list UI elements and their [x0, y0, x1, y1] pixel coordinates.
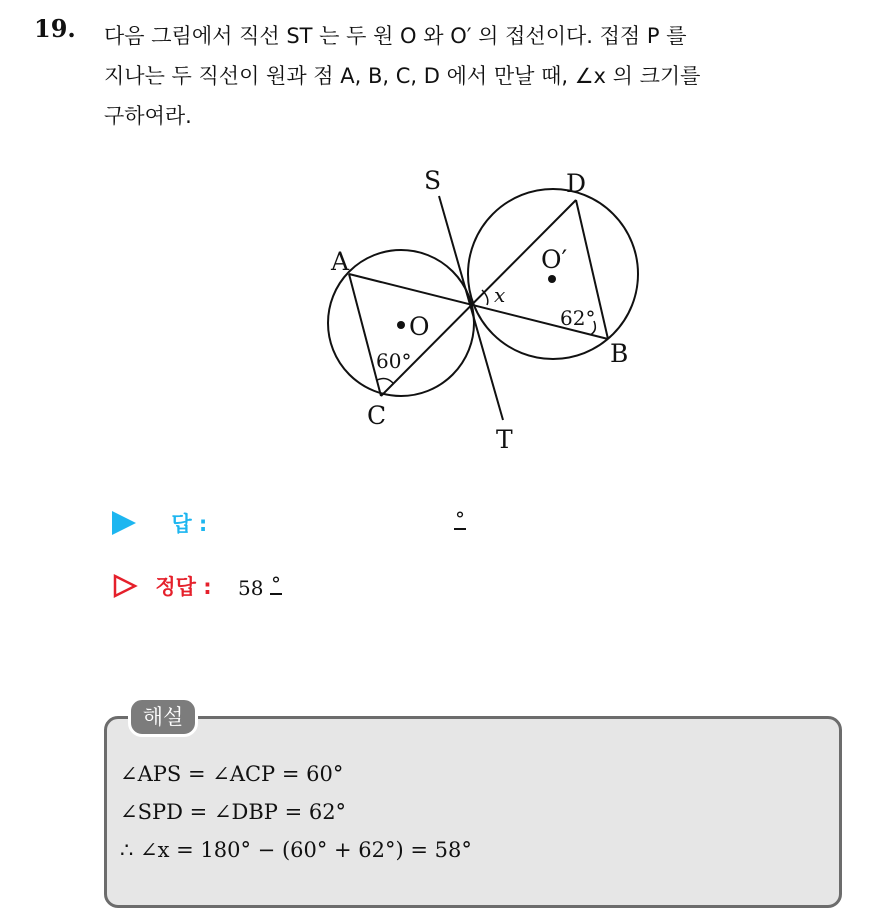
label-x: x — [494, 283, 506, 307]
outline-triangle-icon — [112, 573, 138, 599]
solution-tab: 해설 — [128, 697, 198, 737]
question-line-1: 다음 그림에서 직선 ST 는 두 원 O 와 O′ 의 접선이다. 접점 P 를 — [104, 24, 687, 48]
question-line-2: 지나는 두 직선이 원과 점 A, B, C, D 에서 만날 때, ∠x 의 크기를 — [104, 64, 701, 88]
correct-answer-label: 정답 : — [155, 575, 212, 599]
angle-arc-c — [377, 379, 393, 383]
solution-line-3: ∴ ∠x = 180° − (60° + 62°) = 58° — [120, 838, 472, 862]
correct-answer-degree: ° — [271, 572, 281, 596]
answer-degree-blank[interactable]: ° — [455, 507, 465, 531]
center-o-dot — [397, 321, 405, 329]
solution-line-1: ∠APS = ∠ACP = 60° — [120, 762, 344, 786]
answer-label: 답 : — [171, 512, 208, 536]
answer-row — [112, 508, 207, 538]
play-triangle-icon — [112, 511, 136, 535]
label-angle-62: 62° — [560, 306, 596, 330]
label-t: T — [496, 425, 513, 454]
center-o-prime-dot — [548, 275, 556, 283]
question-number: 19. — [34, 14, 76, 43]
label-d: D — [566, 169, 587, 198]
label-b: B — [610, 339, 629, 368]
question-line-3: 구하여라. — [104, 104, 192, 128]
label-o: O — [409, 312, 430, 341]
label-c: C — [367, 401, 387, 430]
label-angle-60: 60° — [376, 349, 412, 373]
correct-answer-value: 58 — [238, 576, 264, 600]
solution-line-2: ∠SPD = ∠DBP = 62° — [120, 800, 347, 824]
label-o-prime: O′ — [541, 245, 568, 274]
circle-o-prime — [468, 189, 638, 359]
label-s: S — [424, 166, 442, 195]
tangent-line-st — [439, 196, 506, 420]
correct-answer-row — [112, 571, 212, 601]
label-a: A — [331, 247, 350, 276]
